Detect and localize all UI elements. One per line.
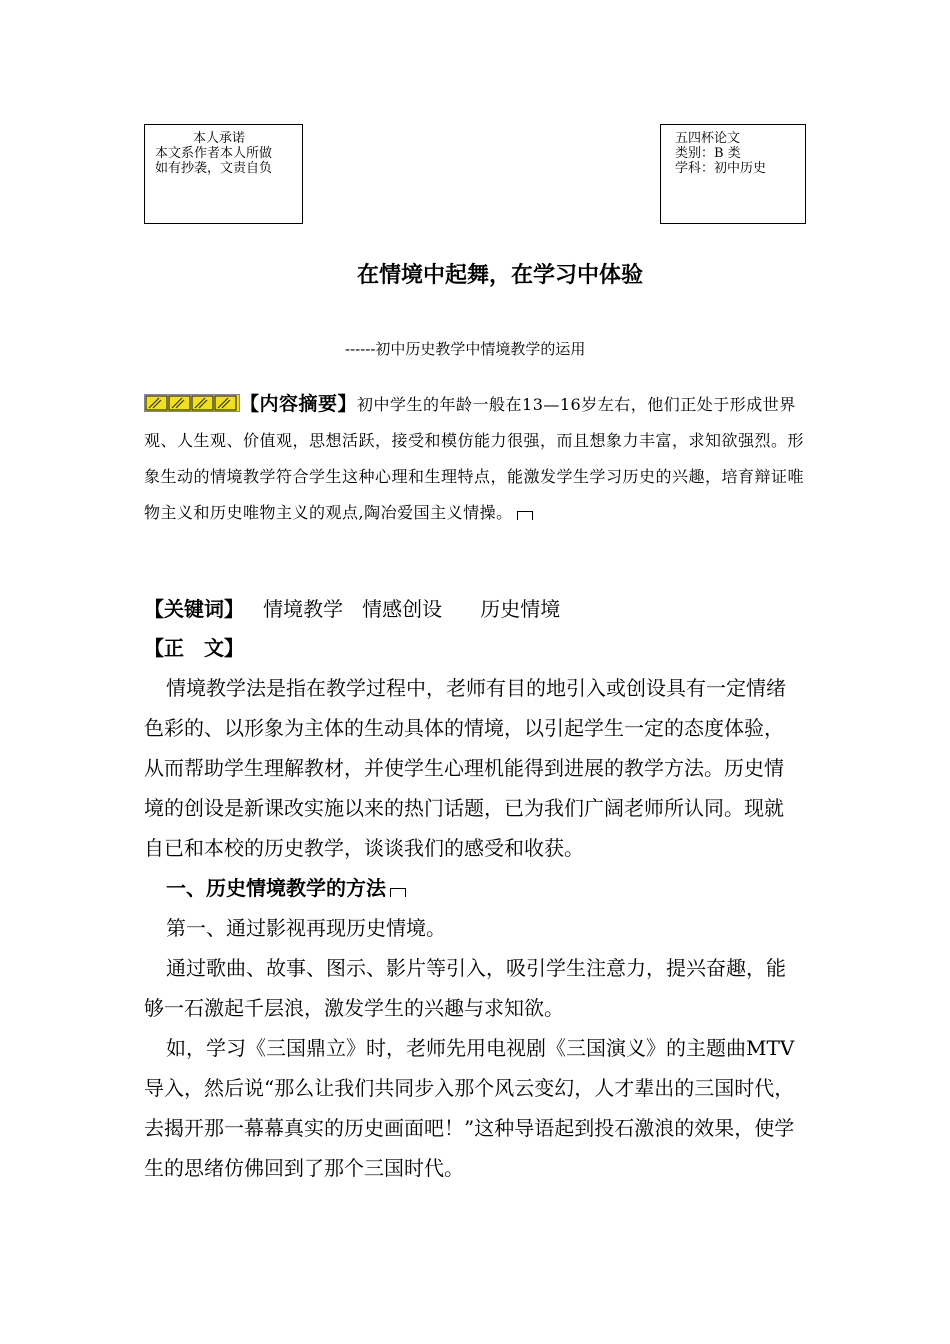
section-heading-text: 一、历史情境教学的方法 bbox=[166, 876, 386, 900]
pledge-line-3: 如有抄袭，文责自负 bbox=[155, 161, 273, 176]
info-subject: 学科：初中历史 bbox=[675, 161, 767, 176]
abstract-paragraph bbox=[144, 386, 806, 531]
main-body bbox=[144, 628, 796, 1188]
intro-paragraph: 情境教学法是指在教学过程中，老师有目的地引入或创设具有一定情绪色彩的、以形象为主体的生动具体的情境，以引起学生一定的态度体验，从而帮助学生理解教材，并使学生心理机能得到进展的教学方法。历史情境的创设是新课改实施以来的热门话题，已为我们广阔老师所认同。现就自已和本校的历史教学，谈谈我们的感受和收获。 bbox=[144, 676, 786, 860]
point-1-description: 通过歌曲、故事、图示、影片等引入，吸引学生注意力，提兴奋趣，能够一石激起千层浪，激发学生的兴趣与求知欲。 bbox=[144, 956, 786, 1020]
info-line-1: 五四杯论文 bbox=[675, 131, 741, 146]
body-label: 【正 文】 bbox=[144, 636, 244, 660]
page-title: 在情境中起舞，在学习中体验 bbox=[356, 263, 643, 288]
info-box bbox=[660, 124, 806, 224]
paragraph-mark-icon bbox=[390, 888, 406, 897]
info-category: 类别：B 类 bbox=[675, 146, 741, 161]
abstract-label: 【内容摘要】 bbox=[240, 393, 358, 415]
pledge-line-2: 本文系作者本人所做 bbox=[155, 146, 273, 161]
example-paragraph: 如，学习《三国鼎立》时，老师先用电视剧《三国演义》的主题曲MTV导入，然后说“那么让我们共同步入那个风云变幻，人才辈出的三国时代，去揭开那一幕幕真实的历史画面吧！”这种导语起到投石激浪的效果，使学生的思绪仿佛回到了那个三国时代。 bbox=[144, 1036, 795, 1180]
pledge-box bbox=[144, 124, 303, 224]
keywords-label: 【关键词】 bbox=[144, 597, 244, 621]
page-subtitle: ------初中历史教学中情境教学的运用 bbox=[345, 340, 586, 358]
abstract-text: 初中学生的年龄一般在13—16岁左右，他们正处于形成世界观、人生观、价值观，思想活跃，接受和模仿能力很强，而且想象力丰富，求知欲强烈。形象生动的情境教学符合学生这种心理和生理特点，能激发学生学习历史的兴趣，培育辩证唯物主义和历史唯物主义的观点,陶冶爱国主义情操。 bbox=[144, 395, 805, 522]
point-1: 第一、通过影视再现历史情境。 bbox=[166, 916, 446, 940]
paragraph-mark-icon bbox=[517, 511, 533, 520]
keywords-line bbox=[144, 593, 560, 622]
section-heading bbox=[144, 868, 796, 908]
keywords-items: 情境教学 情感创设 历史情境 bbox=[244, 597, 561, 621]
decorative-pencil-icons bbox=[144, 394, 240, 412]
pledge-title: 本人承诺 bbox=[193, 131, 246, 146]
